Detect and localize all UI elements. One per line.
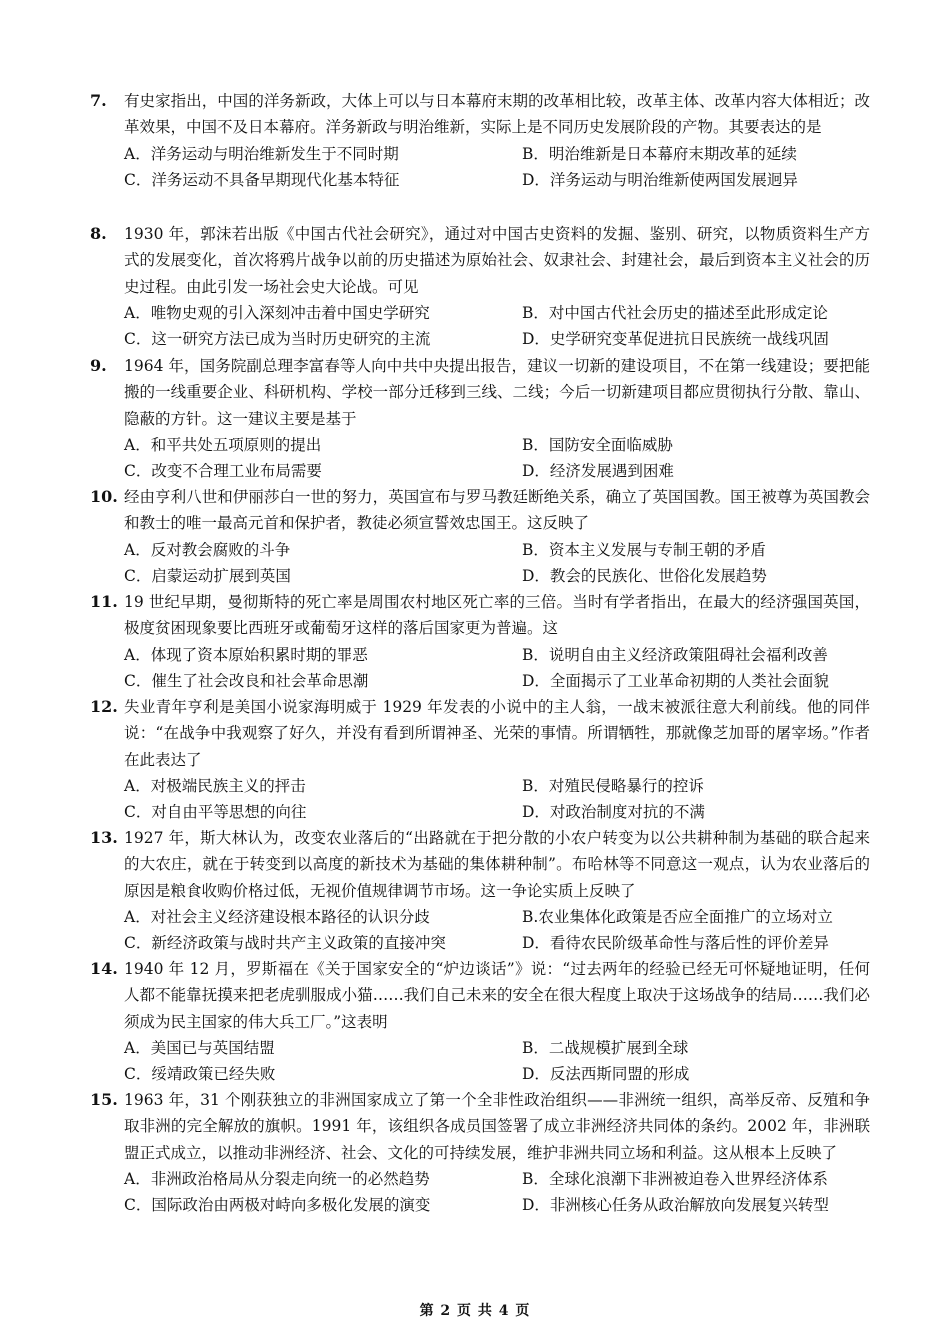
option-d: D．史学研究变革促进抗日民族统一战线巩固 xyxy=(522,330,829,349)
options xyxy=(124,773,870,826)
question-14 xyxy=(90,956,870,1087)
option-d: D．全面揭示了工业革命初期的人类社会面貌 xyxy=(522,671,829,690)
question-stem: 1964 年，国务院副总理李富春等人向中共中央提出报告，建议一切新的建设项目，不在第一线建设；要把能搬的一线重要企业、科研机构、学校一部分迁移到三线、二线；今后一切新建项目都应贯彻执行分散、靠山、隐蔽的方针。这一建议主要是基于 xyxy=(124,357,870,428)
question-stem: 有史家指出，中国的洋务新政，大体上可以与日本幕府末期的改革相比较，改革主体、改革内容大体相近；改革效果，中国不及日本幕府。洋务新政与明治维新，实际上是不同历史发展阶段的产物。其要表达的是 xyxy=(124,92,870,137)
question-number: 13. xyxy=(90,828,118,847)
options xyxy=(124,141,870,194)
question-12 xyxy=(90,694,870,825)
option-a: A．对极端民族主义的抨击 xyxy=(124,776,306,795)
question-9 xyxy=(90,353,870,484)
question-stem: 1940 年 12 月，罗斯福在《关于国家安全的“炉边谈话”》说：“过去两年的经验已经无可怀疑地证明，任何人都不能靠抚摸来把老虎驯服成小猫……我们自己未来的安全在很大程度上取决于这场战争的结局……我们必须成为民主国家的伟大兵工厂。”这表明 xyxy=(124,960,870,1031)
question-stem: 经由亨利八世和伊丽莎白一世的努力，英国宣布与罗马教廷断绝关系，确立了英国国教。国王被尊为英国教会和教士的唯一最高元首和保护者，教徒必须宣誓效忠国王。这反映了 xyxy=(124,488,870,533)
option-c: C．绥靖政策已经失败 xyxy=(124,1065,276,1084)
option-b: B．全球化浪潮下非洲被迫卷入世界经济体系 xyxy=(522,1169,828,1188)
options xyxy=(124,642,870,695)
option-b: B．明治维新是日本幕府末期改革的延续 xyxy=(522,144,797,163)
question-stem: 1930 年，郭沫若出版《中国古代社会研究》，通过对中国古史资料的发掘、鉴别、研究，以物质资料生产方式的发展变化，首次将鸦片战争以前的历史描述为原始社会、奴隶社会、封建社会，最后到资本主义社会的历史过程。由此引发一场社会史大论战。可见 xyxy=(124,225,870,296)
option-a: A．对社会主义经济建设根本路径的认识分歧 xyxy=(124,907,430,926)
option-b: B．对中国古代社会历史的描述至此形成定论 xyxy=(522,303,828,322)
question-number: 7. xyxy=(90,91,107,110)
option-c: C．启蒙运动扩展到英国 xyxy=(124,566,291,585)
options xyxy=(124,1035,870,1088)
question-number: 12. xyxy=(90,697,118,716)
question-stem: 1927 年，斯大林认为，改变农业落后的“出路就在于把分散的小农户转变为以公共耕种制为基础的联合起来的大农庄，就在于转变到以高度的新技术为基础的集体耕种制”。布哈林等不同意这一观点，认为农业落后的原因是粮食收购价格过低，无视价值规律调节市场。这一争论实质上反映了 xyxy=(124,829,870,900)
option-b: B．二战规模扩展到全球 xyxy=(522,1038,689,1057)
question-7 xyxy=(90,88,870,193)
option-b: B．国防安全面临威胁 xyxy=(522,435,673,454)
option-d: D．经济发展遇到困难 xyxy=(522,462,674,481)
option-d: D．教会的民族化、世俗化发展趋势 xyxy=(522,566,767,585)
option-c: C．改变不合理工业布局需要 xyxy=(124,462,322,481)
option-b: B．对殖民侵略暴行的控诉 xyxy=(522,776,704,795)
option-c: C．这一研究方法已成为当时历史研究的主流 xyxy=(124,330,431,349)
question-number: 11. xyxy=(90,592,118,611)
options xyxy=(124,904,870,957)
option-d: D．反法西斯同盟的形成 xyxy=(522,1065,690,1084)
option-d: D．非洲核心任务从政治解放向发展复兴转型 xyxy=(522,1196,829,1215)
option-a: A．洋务运动与明治维新发生于不同时期 xyxy=(124,144,399,163)
question-10 xyxy=(90,484,870,589)
question-13 xyxy=(90,825,870,956)
option-a: A．反对教会腐败的斗争 xyxy=(124,540,291,559)
page-footer: 第 2 页 共 4 页 xyxy=(419,1303,531,1319)
option-a: A．体现了资本原始积累时期的罪恶 xyxy=(124,645,368,664)
option-b: B．资本主义发展与专制王朝的矛盾 xyxy=(522,540,766,559)
question-stem: 1963 年，31 个刚获独立的非洲国家成立了第一个全非性政治组织——非洲统一组织，高举反帝、反殖和争取非洲的完全解放的旗帜。1991 年，该组织各成员国签署了成立非洲经济共同体的条约。2002 年，非洲联盟正式成立，以推动非洲经济、社会、文化的可持续发展，维护非洲共同立场和利益。这从根本上反映了 xyxy=(124,1091,870,1162)
option-c: C．洋务运动不具备早期现代化基本特征 xyxy=(124,170,400,189)
question-number: 8. xyxy=(90,224,107,243)
question-stem: 19 世纪早期，曼彻斯特的死亡率是周围农村地区死亡率的三倍。当时有学者指出，在最大的经济强国英国，极度贫困现象要比西班牙或葡萄牙这样的落后国家更为普遍。这 xyxy=(124,593,870,638)
question-number: 14. xyxy=(90,959,118,978)
option-a: A．唯物史观的引入深刻冲击着中国史学研究 xyxy=(124,303,430,322)
option-b: B．说明自由主义经济政策阻碍社会福利改善 xyxy=(522,645,828,664)
option-c: C．催生了社会改良和社会革命思潮 xyxy=(124,671,369,690)
question-number: 9. xyxy=(90,356,107,375)
question-8 xyxy=(90,221,870,352)
option-c: C．新经济政策与战时共产主义政策的直接冲突 xyxy=(124,934,446,953)
option-a: A．美国已与英国结盟 xyxy=(124,1038,275,1057)
option-c: C．对自由平等思想的向往 xyxy=(124,803,307,822)
option-c: C．国际政治由两极对峙向多极化发展的演变 xyxy=(124,1196,431,1215)
question-stem: 失业青年亨利是美国小说家海明威于 1929 年发表的小说中的主人翁，一战末被派往意大利前线。他的同伴说：“在战争中我观察了好久，并没有看到所谓神圣、光荣的事情。所谓牺牲，那就像芝加哥的屠宰场。”作者在此表达了 xyxy=(124,698,870,769)
options xyxy=(124,300,870,353)
option-a: A．和平共处五项原则的提出 xyxy=(124,435,322,454)
options xyxy=(124,1166,870,1219)
option-d: D．对政治制度对抗的不满 xyxy=(522,803,705,822)
question-number: 10. xyxy=(90,487,118,506)
options xyxy=(124,537,870,590)
option-b: B.农业集体化政策是否应全面推广的立场对立 xyxy=(522,907,833,926)
option-d: D．看待农民阶级革命性与落后性的评价差异 xyxy=(522,934,829,953)
option-a: A．非洲政治格局从分裂走向统一的必然趋势 xyxy=(124,1169,430,1188)
question-11 xyxy=(90,589,870,694)
options xyxy=(124,432,870,485)
question-15 xyxy=(90,1087,870,1218)
option-d: D．洋务运动与明治维新使两国发展迥异 xyxy=(522,170,798,189)
question-number: 15. xyxy=(90,1090,118,1109)
